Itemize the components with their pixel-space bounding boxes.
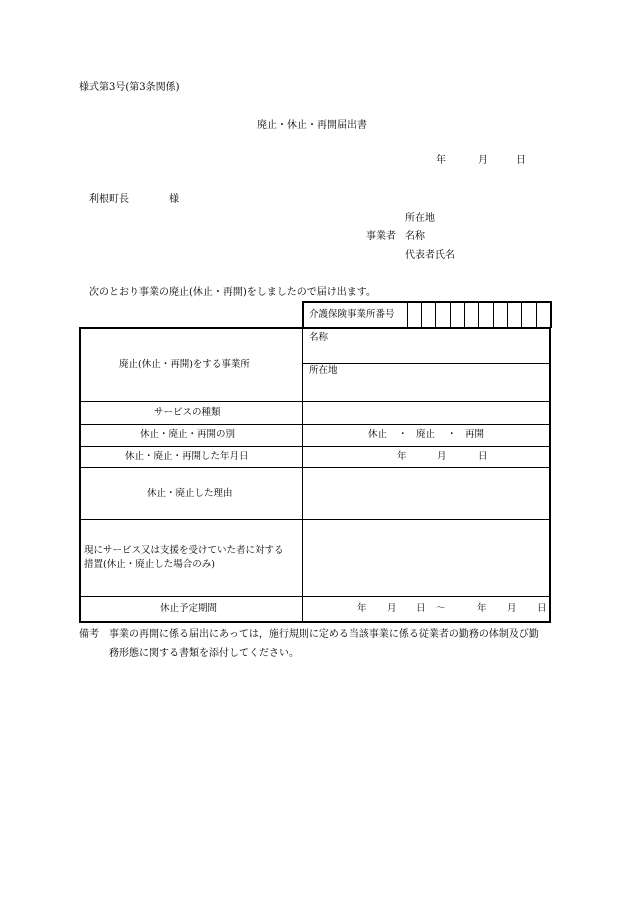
intro-text: 次のとおり事業の廃止(休止・再開)をしましたので届け出ます。 — [89, 287, 377, 298]
document-title: 廃止・休止・再開届出書 — [257, 120, 367, 131]
period-year-start: 年 — [357, 603, 367, 614]
period-tilde: ～ — [436, 603, 446, 614]
row-line — [80, 446, 551, 447]
note-line2: 務形態に関する書類を添付してください。 — [109, 648, 299, 659]
applicant-label: 事業者 — [366, 231, 396, 242]
category-option-suspend: 休止 — [368, 429, 388, 440]
date-day: 日 — [516, 155, 526, 166]
addressee-honorific: 様 — [169, 194, 179, 205]
date-year: 年 — [436, 155, 446, 166]
period-month-start: 月 — [387, 603, 397, 614]
applicant-address-label: 所在地 — [405, 213, 435, 224]
addressee-name: 利根町長 — [89, 194, 129, 205]
category-separator: ・ — [398, 429, 408, 440]
note-line1: 事業の再開に係る届出にあっては，施行規則に定める当該事業に係る従業者の勤務の体制及び勤 — [109, 629, 539, 640]
row-line — [80, 424, 551, 425]
measures-label-line2: 措置(休止・廃止した場合のみ) — [84, 559, 215, 570]
office-label: 廃止(休止・再開)をする事業所 — [119, 359, 250, 370]
row-line — [80, 467, 551, 468]
office-number-label: 介護保険事業所番号 — [309, 309, 395, 320]
office-address-label: 所在地 — [309, 365, 338, 376]
row-line-office-inner — [303, 363, 551, 364]
reason-label: 休止・廃止した理由 — [147, 488, 233, 499]
row-line — [80, 401, 551, 402]
category-label: 休止・廃止・再開の別 — [140, 429, 236, 440]
date-month: 月 — [478, 155, 488, 166]
category-option-resume: 再開 — [465, 429, 485, 440]
date-value-day: 日 — [478, 451, 488, 462]
date-value-month: 月 — [437, 451, 447, 462]
date-label: 休止・廃止・再開した年月日 — [125, 451, 249, 462]
office-name-label: 名称 — [309, 332, 329, 343]
date-value-year: 年 — [397, 451, 407, 462]
form-number: 様式第3号(第3条関係) — [79, 82, 180, 93]
category-separator: ・ — [447, 429, 457, 440]
row-line — [80, 519, 551, 520]
period-day-end: 日 — [537, 603, 547, 614]
applicant-rep-label: 代表者氏名 — [405, 250, 455, 261]
service-type-label: サービスの種類 — [154, 407, 221, 418]
period-label: 休止予定期間 — [160, 603, 218, 614]
period-day-start: 日 — [416, 603, 426, 614]
column-divider — [302, 328, 303, 622]
category-option-abolish: 廃止 — [416, 429, 436, 440]
period-month-end: 月 — [507, 603, 517, 614]
period-year-end: 年 — [477, 603, 487, 614]
note-label: 備考 — [79, 629, 99, 640]
row-line — [80, 596, 551, 597]
measures-label-line1: 現にサービス又は支援を受けていた者に対する — [84, 545, 284, 556]
applicant-name-label: 名称 — [405, 231, 425, 242]
